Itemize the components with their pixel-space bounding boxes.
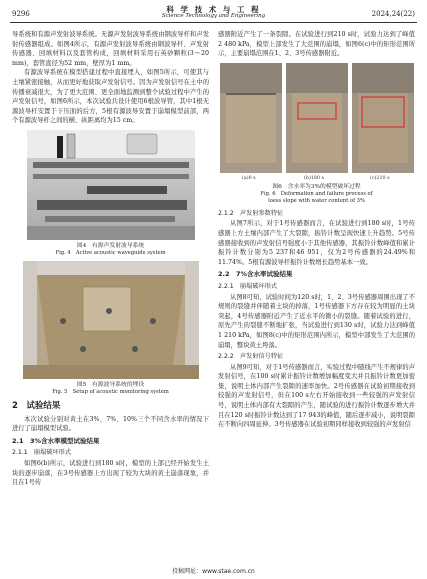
figure-5-caption-en: Fig. 5 Setup of acoustic monitoring system (52, 388, 169, 395)
figure-6-label-a: (a)0 s (242, 175, 256, 181)
figure-6-caption-cn: 图6 含水率为3%的模型破坏过程 (272, 183, 361, 190)
paragraph: 从图7所示，对于1号传感器而言，在试验进行到180 s时，1号传感器上方土壤内部产生了大裂隙，振铃计数呈现快速上升趋势。5号传感器接收到的声发射信号强度小于其他传感器，其振铃计数峰值和累计振铃计数分别为5 237和46 951，仅为2号传感器的24.49%和11.74%。5根有源波导杆振铃计数增长趋势基本一致。 (218, 220, 415, 266)
section-2-2-2-heading: 2.2.2 声发射信号特征 (218, 353, 284, 361)
section-2-1-2-heading: 2.1.2 声发射参数特征 (218, 209, 284, 217)
paragraph: 感器附近产生了一条裂隙。在试验进行到210 s时，试验力达到了峰值2 480 kPa，模型上部发生了大范围的崩塌，如图6(c)中的矩形范围所示，主要崩塌范围在1、2、3号传感器附近。 (218, 31, 415, 58)
paragraph: 从图8可知，试验时间为120 s时，1、2、3号传感器周围出现了不规则的裂缝并伴随着土块的掉落，1号传感器下方存在较为明显的土块突起，4号传感器附近产生了近水平的微小的裂缝。随着试验的进行，原先产生的裂缝不断地扩张，当试验进行到130 s时，试验力达到峰值1 210 kPa，如图8(c)中的矩形范围内所示，模型中部发生了大范围的崩塌，整块黄土垮落。 (218, 293, 415, 349)
paragraph: 导系统和有源声发射波导系统。无源声发射波导系统由钢波导杆和声发射传感器组成。如图4所示，有源声发射波导系统由钢波导杆、声发射传感器、回填材料以及套管构成，回填材料采用石英砂颗粒(3～20 mm)，套管直径为52 mm，壁厚为1 mm。 (12, 31, 209, 67)
figure-4 (27, 130, 195, 240)
section-2-1-heading: 2.1 3%含水率模型试验结果 (12, 436, 100, 445)
figure-6-panel-a (220, 63, 282, 173)
left-column (12, 30, 209, 488)
figure-4-caption-en: Fig. 4 Active acoustic waveguide system (55, 249, 166, 256)
figure-5-caption-cn: 图5 有源波导系统的埋设 (76, 381, 145, 388)
section-2-2-heading: 2.2 7%含水率试验结果 (218, 270, 293, 279)
figure-6 (218, 63, 415, 181)
section-2-1-1-heading: 2.1.1 崩塌破坏形式 (12, 449, 72, 457)
figure-6-photos (218, 63, 415, 173)
figure-5-photo (23, 261, 199, 379)
paragraph: 有源波导系统在模型搭建过程中直接埋入，如图5所示，可使其与土壤紧密接触，从而更好地获取声发射信号。因为声发射信号在土中的传播衰减很大，为了更大范围、更全面地监测到整个试验过程中产生的声发射信号，如图6所示，本次试验共设计使用6根波导管，其中1根无源波导杆安置于下压面的后方，5根有源波导安置于崩塌模型前部，两个有源波导杆之间的横、纵距离均为15 cm。 (12, 69, 209, 125)
figure-6-label-c: (c)210 s (370, 175, 390, 181)
footer-url: 投稿网址：www.stae.com.cn (172, 568, 255, 575)
paragraph: 从图9可知，对于1号传感器而言，实验过程中随线产生不规律的声发射信号，在100 s时累计振铃计数增加幅度变大并且振铃计数更加密集，说明土体内部产生裂隙的速率加快。2号传感器在试验初期接收到较强的声发射信号，但在100 s左右开始接收到一些较强的声发射信号，说明土体内部有大裂隙的产生，随试验的进行振铃计数逐步增大并且在120 s时振铃计数达到了17 943的峰值，随后逐步减小，说明裂隙在不断向四周延伸。3号传感器在试验初期同样接收到较强的声发射信 (218, 363, 415, 429)
figure-5 (23, 261, 199, 379)
figure-4-photo (27, 130, 195, 240)
figure-6-caption-en-line1: Fig. 6 Deformation and failure process of (260, 190, 373, 197)
page-number: 9296 (12, 10, 30, 18)
section-2-2-1-heading: 2.2.1 崩塌破坏形式 (218, 282, 278, 290)
paragraph: 本次试验分别对黄土在3%、7%、10%三个不同含水率的情况下进行了崩塌模型试验。 (12, 415, 209, 433)
journal-title-en: Science Technology and Engineering (161, 13, 266, 19)
journal-title-cn: 科 学 技 术 与 工 程 (166, 5, 261, 14)
figure-6-label-b: (b)180 s (304, 175, 324, 181)
paragraph: 如图6(b)所示，试验进行到180 s时，模型的上部已经开始发生土块的逐步崩落，在3号传感器上方出现了较为大块的黄土崩落现象，并且在1号传 (12, 459, 209, 487)
section-2-heading: 2 试验结果 (12, 400, 61, 411)
right-column (218, 30, 415, 430)
header-rule (10, 22, 417, 23)
figure-6-panel-c (352, 63, 414, 173)
issue-info: 2024,24(22) (371, 10, 415, 18)
figure-6-caption-en-line2: loess slope with water content of 3% (268, 197, 365, 204)
figure-4-caption-cn: 图4 有源声发射波导系统 (76, 242, 145, 249)
figure-6-panel-b (286, 63, 348, 173)
